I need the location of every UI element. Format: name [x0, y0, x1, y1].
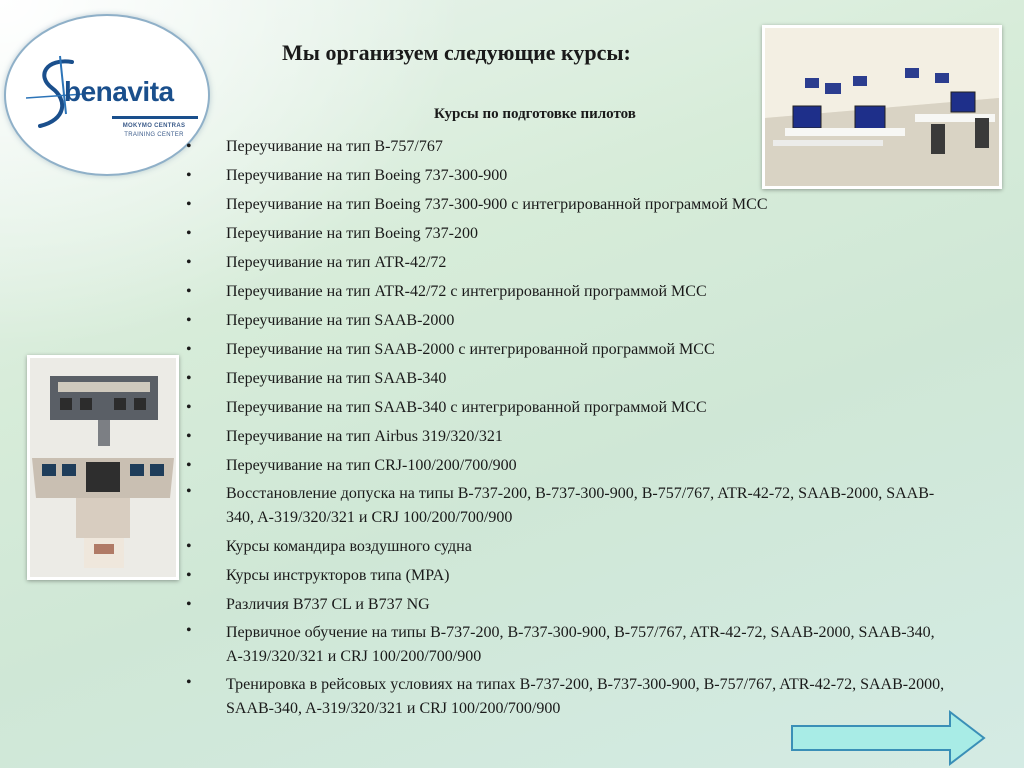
section-subtitle: Курсы по подготовке пилотов: [434, 106, 636, 122]
list-item: • Переучивание на тип CRJ-100/200/700/900: [186, 451, 946, 480]
logo-divider: [112, 116, 198, 119]
list-item: • Переучивание на тип ATR-42/72: [186, 248, 946, 277]
list-item: • Переучивание на тип B-757/767: [186, 132, 946, 161]
list-item: • Курсы инструкторов типа (MPA): [186, 561, 946, 590]
logo-line2: TRAINING CENTER: [124, 132, 184, 138]
list-item: • Тренировка в рейсовых условиях на типах B-737-200, B-737-300-900, B-757/767, ATR-42-72, SAAB-2000, SAAB-340, A-319/320/321 и CRJ 100/200/700/900: [186, 671, 946, 723]
course-list: [186, 132, 946, 723]
cockpit-simulator-photo: [27, 355, 179, 580]
list-item: • Курсы командира воздушного судна: [186, 532, 946, 561]
list-item: • Переучивание на тип Boeing 737-300-900 с интегрированной программой MCC: [186, 190, 946, 219]
list-item: • Восстановление допуска на типы B-737-200, B-737-300-900, B-757/767, ATR-42-72, SAAB-2000, SAAB-340, A-319/320/321 и CRJ 100/200/700/900: [186, 480, 946, 532]
list-item: • Переучивание на тип SAAB-340 с интегрированной программой MCC: [186, 393, 946, 422]
list-item: • Переучивание на тип Boeing 737-300-900: [186, 161, 946, 190]
list-item: • Переучивание на тип ATR-42/72 с интегрированной программой MCC: [186, 277, 946, 306]
list-item: • Переучивание на тип SAAB-340: [186, 364, 946, 393]
logo: [4, 14, 210, 176]
list-item: • Первичное обучение на типы B-737-200, B-737-300-900, B-757/767, ATR-42-72, SAAB-2000, SAAB-340, A-319/320/321 и CRJ 100/200/700/900: [186, 619, 946, 671]
list-item: • Различия B737 CL и B737 NG: [186, 590, 946, 619]
list-item: • Переучивание на тип Airbus 319/320/321: [186, 422, 946, 451]
list-item: • Переучивание на тип SAAB-2000: [186, 306, 946, 335]
logo-brand: benavita: [64, 76, 174, 107]
list-item: • Переучивание на тип SAAB-2000 с интегрированной программой MCC: [186, 335, 946, 364]
logo-line1: MOKYMO CENTRAS: [122, 123, 186, 129]
page-title: Мы организуем следующие курсы:: [282, 40, 631, 65]
next-arrow-icon[interactable]: [790, 710, 986, 766]
list-item: • Переучивание на тип Boeing 737-200: [186, 219, 946, 248]
